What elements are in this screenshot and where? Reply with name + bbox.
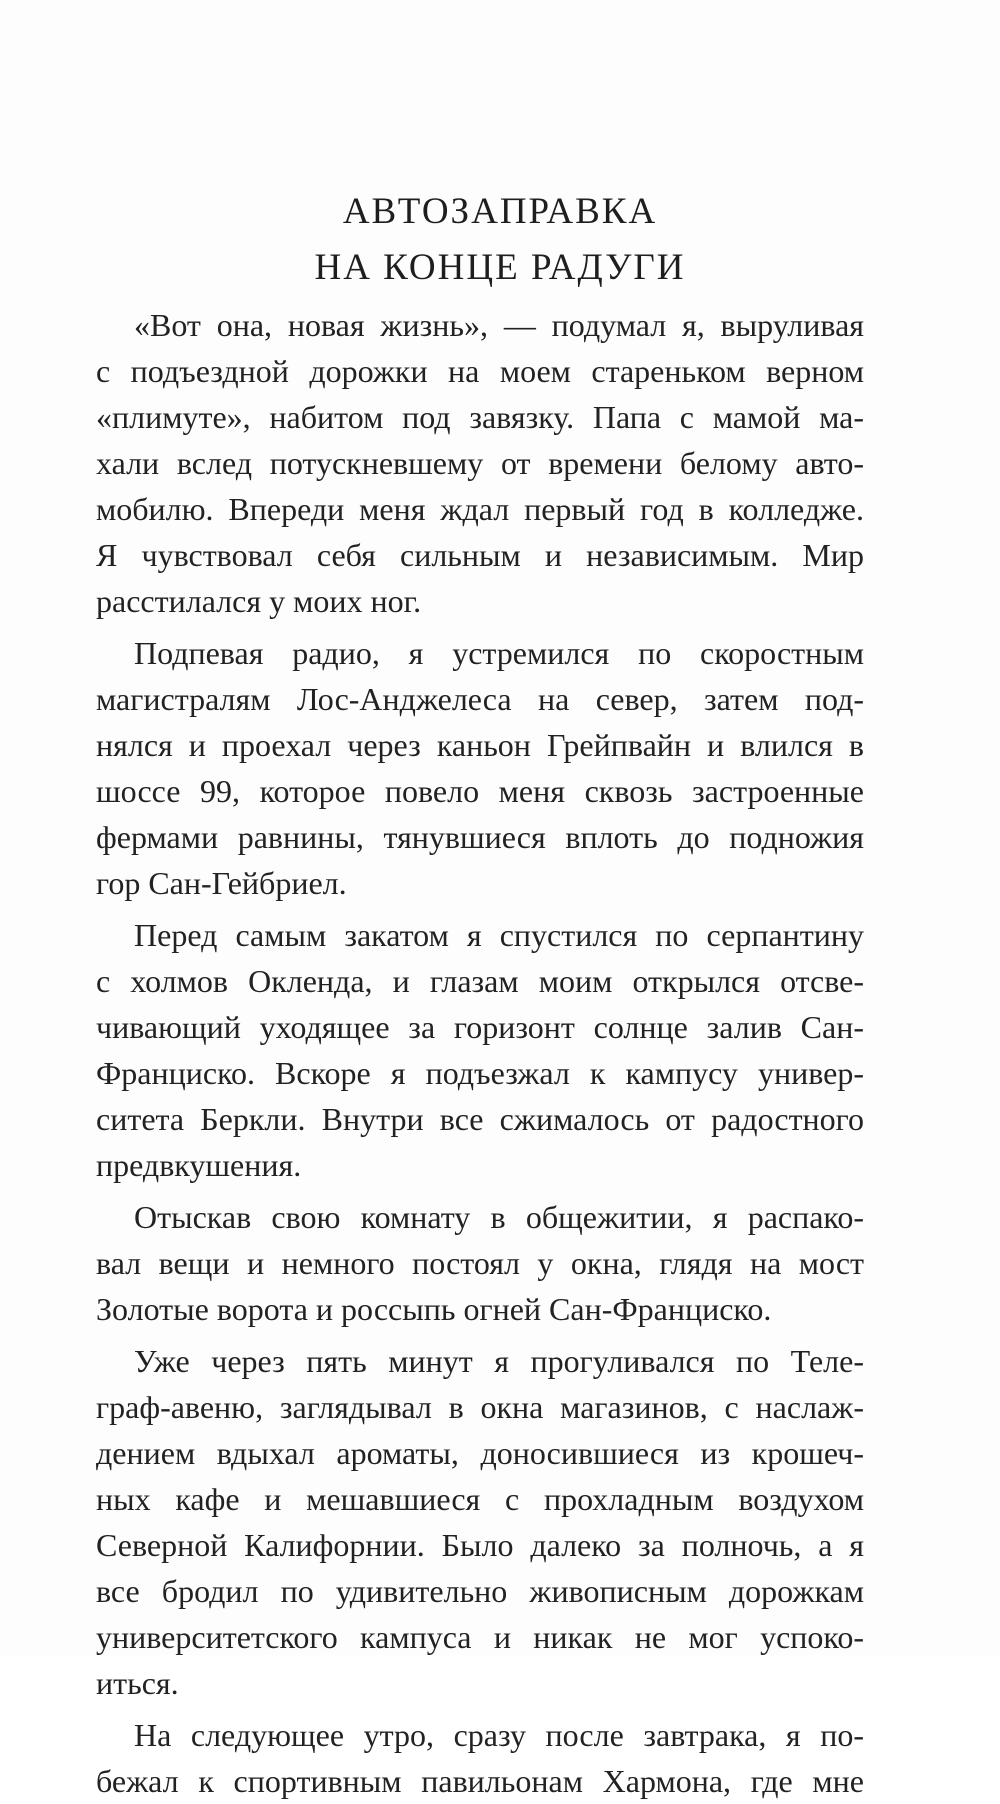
text-line: университетского кампуса и никак не мог успоко- — [96, 1619, 864, 1655]
text-line: Я чувствовал себя сильным и независимым. Мир — [96, 537, 864, 573]
paragraph — [96, 1194, 864, 1332]
text-line: Франциско. Вскоре я подъезжал к кампусу универ- — [96, 1055, 864, 1091]
text-line: иться. — [96, 1665, 179, 1701]
text-line: Отыскав свою комнату в общежитии, я распако- — [134, 1199, 864, 1235]
text-line: Уже через пять минут я прогуливался по Теле- — [134, 1343, 864, 1379]
text-line: Перед самым закатом я спустился по серпантину — [134, 917, 864, 953]
text-line: шоссе 99, которое повело меня сквозь застроенные — [96, 773, 864, 809]
text-line: мобилю. Впереди меня ждал первый год в колледже. — [96, 491, 864, 527]
text-line: Подпевая радио, я устремился по скоростным — [134, 635, 864, 671]
text-line: хали вслед потускневшему от времени белому авто- — [96, 445, 864, 481]
text-line: предвкушения. — [96, 1147, 302, 1183]
text-line: граф-авеню, заглядывал в окна магазинов, с наслаж- — [96, 1389, 864, 1425]
paragraph — [96, 302, 864, 624]
paragraph — [96, 1338, 864, 1706]
text-line: бежал к спортивным павильонам Хармона, где мне — [96, 1763, 864, 1799]
chapter-title-line-1: АВТОЗАПРАВКА — [342, 191, 658, 232]
text-line: гор Сан-Гейбриел. — [96, 865, 347, 901]
text-line: фермами равнины, тянувшиеся вплоть до подножия — [96, 819, 864, 855]
text-line: На следующее утро, сразу после завтрака, я по- — [134, 1717, 864, 1753]
text-line: ных кафе и мешавшиеся с прохладным воздухом — [96, 1481, 864, 1517]
text-line: ситета Беркли. Внутри все сжималось от радостного — [96, 1101, 864, 1137]
text-line: «плимуте», набитом под завязку. Папа с мамой ма- — [96, 399, 864, 435]
text-line: «Вот она, новая жизнь», — подумал я, выруливая — [134, 307, 864, 343]
text-line: Северной Калифорнии. Было далеко за полночь, а я — [96, 1527, 864, 1563]
text-line: магистралям Лос-Анджелеса на север, затем под- — [96, 681, 864, 717]
text-line: расстилался у моих ног. — [96, 583, 422, 619]
text-line: с холмов Окленда, и глазам моим открылся отсве- — [96, 963, 864, 999]
chapter-body — [96, 302, 864, 1804]
text-line: с подъездной дорожки на моем стареньком верном — [96, 353, 864, 389]
text-line: чивающий уходящее за горизонт солнце залив Сан- — [96, 1009, 864, 1045]
text-line: вал вещи и немного постоял у окна, глядя на мост — [96, 1245, 864, 1281]
paragraph — [96, 1712, 864, 1804]
paragraph — [96, 630, 864, 906]
text-line: все бродил по удивительно живописным дорожкам — [96, 1573, 864, 1609]
text-line: Золотые ворота и россыпь огней Сан-Франциско. — [96, 1291, 772, 1327]
text-line: дением вдыхал ароматы, доносившиеся из крошеч- — [96, 1435, 864, 1471]
text-line: нялся и проехал через каньон Грейпвайн и влился в — [96, 727, 864, 763]
paragraph — [96, 912, 864, 1188]
chapter-title-line-2: НА КОНЦЕ РАДУГИ — [314, 247, 686, 288]
